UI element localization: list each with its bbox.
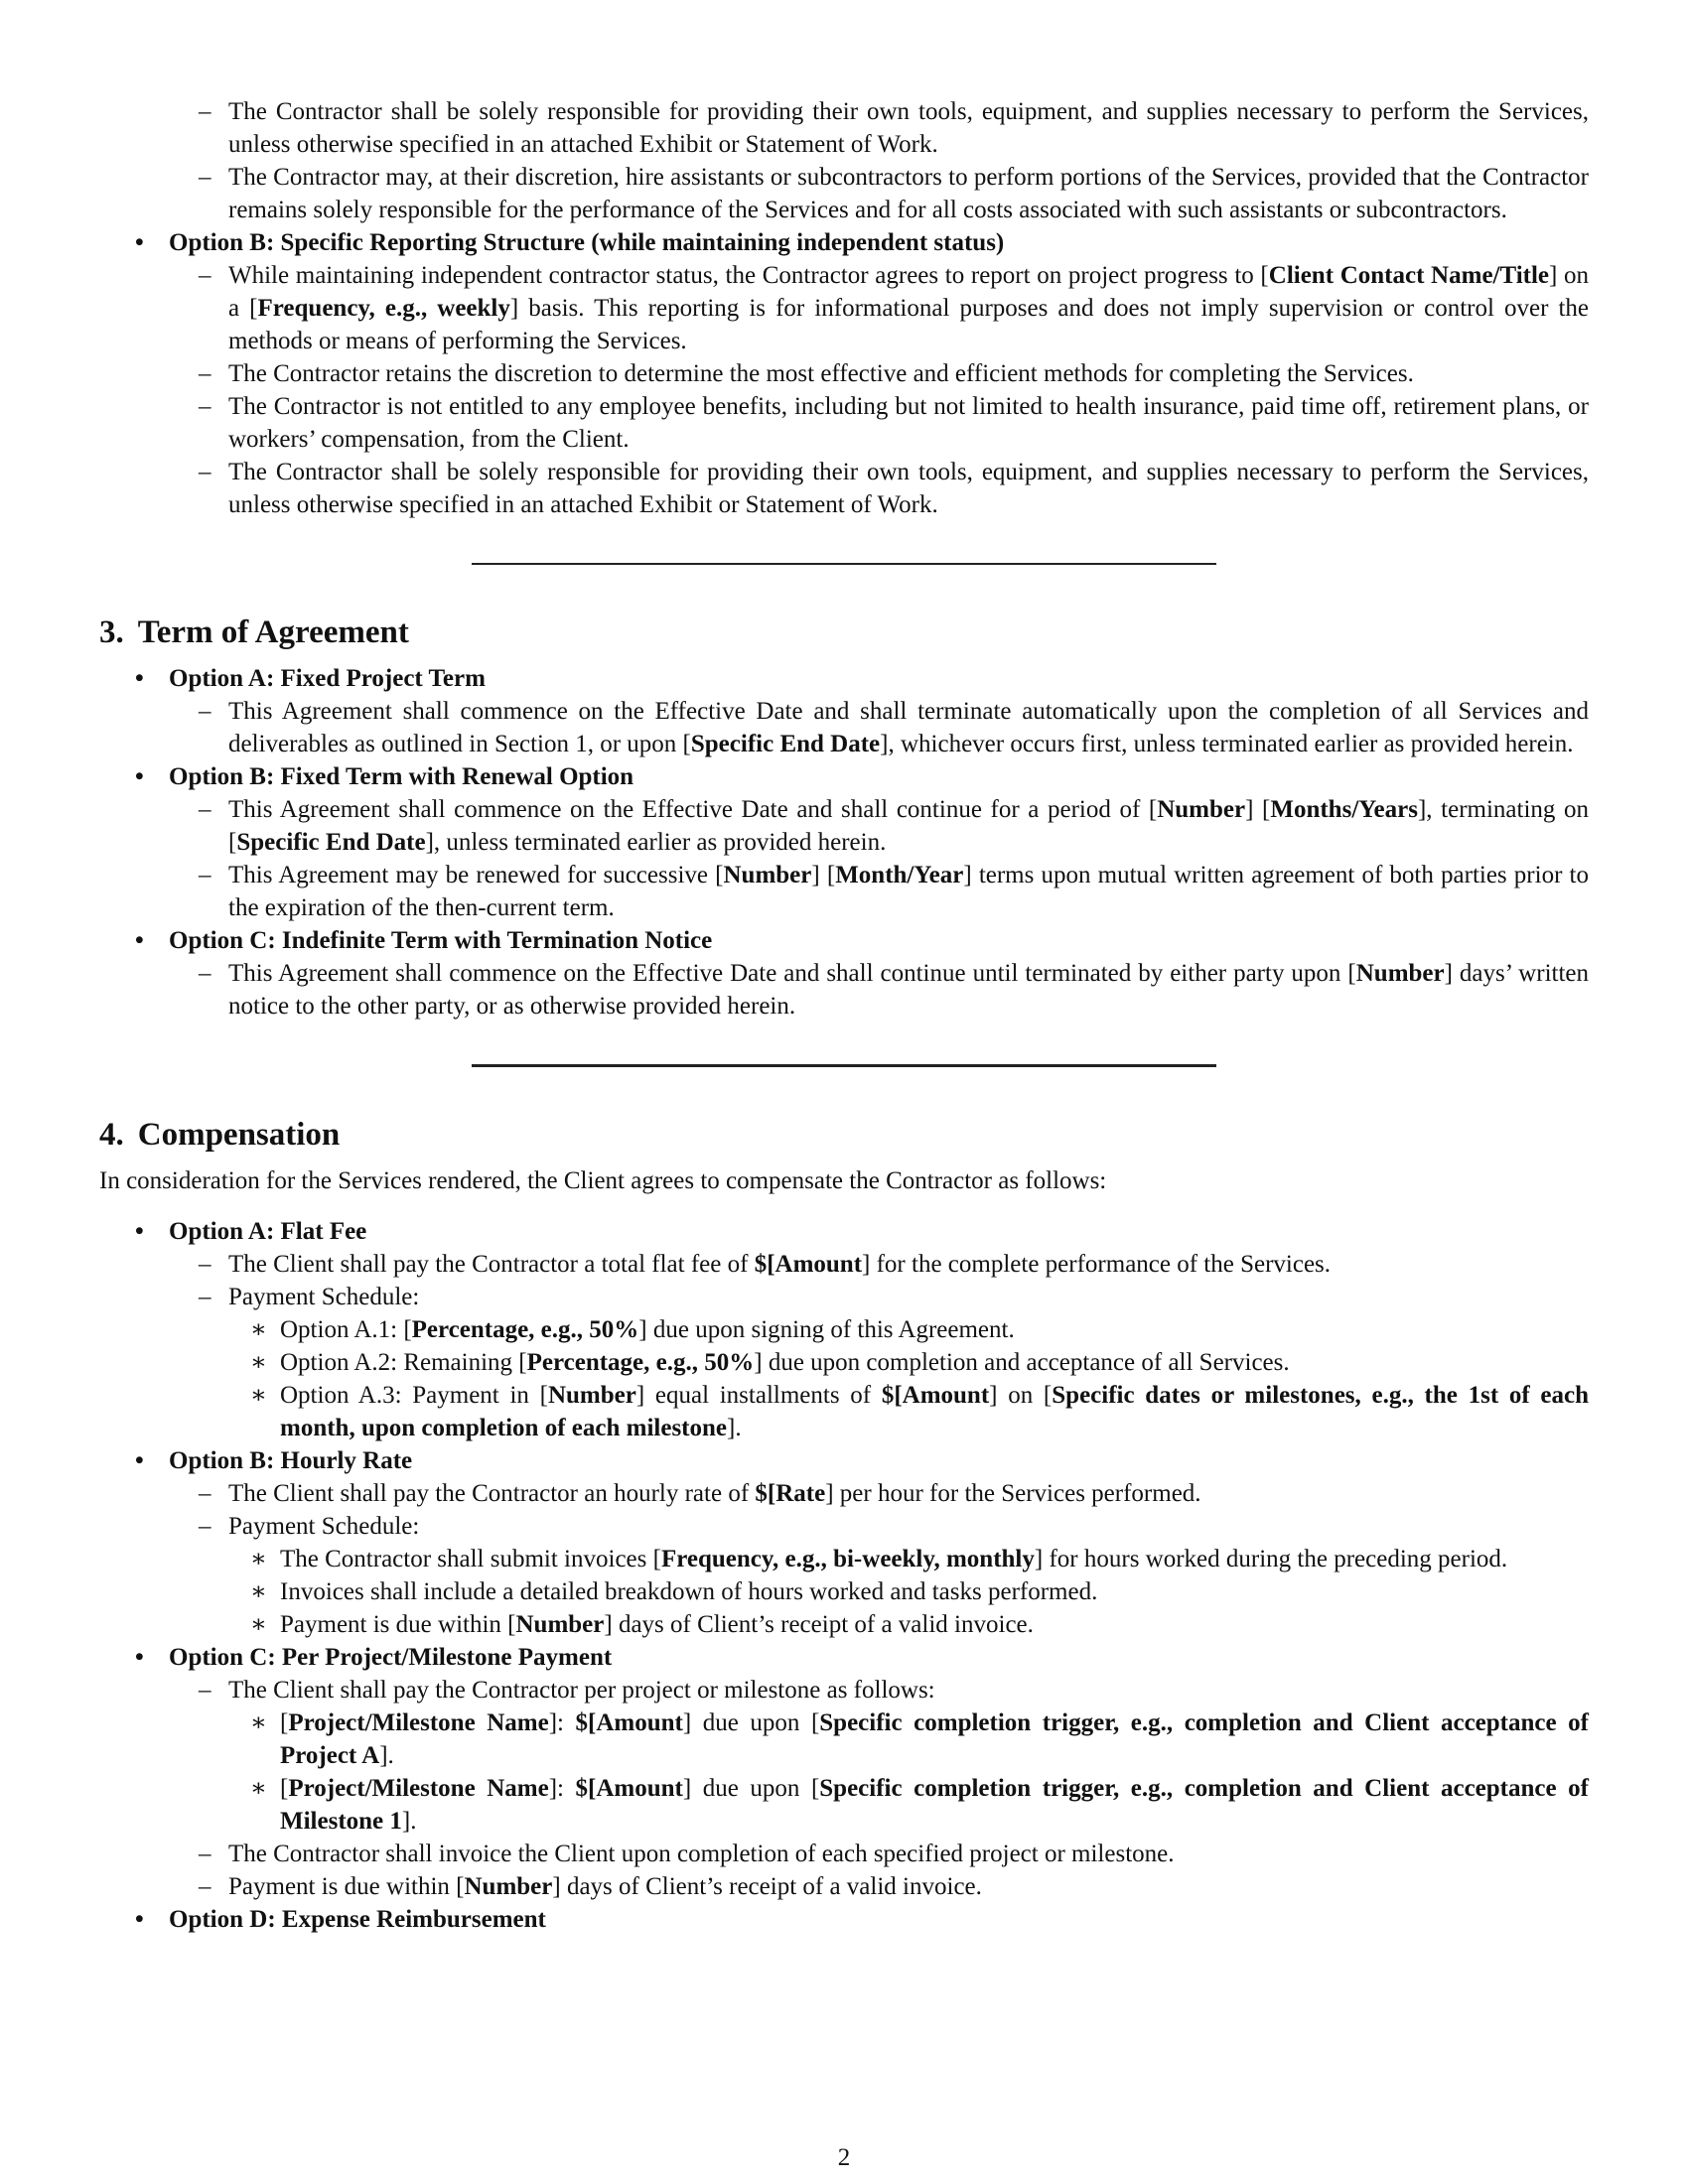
section-divider (472, 563, 1216, 565)
list-item: – The Client shall pay the Contractor per project or milestone as follows: (99, 1674, 1589, 1706)
list-item: – This Agreement may be renewed for successive [Number] [Month/Year] terms upon mutual written agreement of both parties prior to the expiration of the then-current term. (99, 859, 1589, 924)
list-item: – The Contractor may, at their discretion, hire assistants or subcontractors to perform portions of the Services, provided that the Contractor remains solely responsible for the performance of the Services and for all costs associated with such assistants or subcontractors. (99, 161, 1589, 226)
option-heading: • Option B: Hourly Rate (99, 1444, 1589, 1477)
option-heading: • Option D: Expense Reimbursement (99, 1903, 1589, 1936)
option-heading: • Option B: Fixed Term with Renewal Option (99, 760, 1589, 793)
list-item: – While maintaining independent contractor status, the Contractor agrees to report on project progress to [Client Contact Name/Title] on a [Frequency, e.g., weekly] basis. This reporting is for informational purposes and does not imply supervision or control over the methods or means of performing the Services. (99, 259, 1589, 357)
list-item: – Payment is due within [Number] days of Client’s receipt of a valid invoice. (99, 1870, 1589, 1903)
option-heading: • Option A: Flat Fee (99, 1215, 1589, 1248)
sub-list-item: ∗ Option A.2: Remaining [Percentage, e.g., 50%] due upon completion and acceptance of all Services. (99, 1346, 1589, 1379)
list-item: – This Agreement shall commence on the Effective Date and shall continue until terminated by either party upon [Number] days’ written notice to the other party, or as otherwise provided herein. (99, 957, 1589, 1023)
document-page (99, 95, 1589, 1936)
sub-list-item: ∗ Invoices shall include a detailed breakdown of hours worked and tasks performed. (99, 1575, 1589, 1608)
list-item: – This Agreement shall commence on the Effective Date and shall continue for a period of [Number] [Months/Years], terminating on [Specific End Date], unless terminated earlier as provided herein. (99, 793, 1589, 859)
sub-list-item: ∗ Option A.3: Payment in [Number] equal installments of $[Amount] on [Specific dates or milestones, e.g., the 1st of each month, upon completion of each milestone]. (99, 1379, 1589, 1444)
section-heading: 3. Term of Agreement (99, 614, 409, 650)
list-item: – The Contractor shall be solely responsible for providing their own tools, equipment, and supplies necessary to perform the Services, unless otherwise specified in an attached Exhibit or Statement of Work. (99, 456, 1589, 521)
list-item: – The Contractor shall be solely responsible for providing their own tools, equipment, and supplies necessary to perform the Services, unless otherwise specified in an attached Exhibit or Statement of Work. (99, 95, 1589, 161)
sub-list-item: ∗ Payment is due within [Number] days of Client’s receipt of a valid invoice. (99, 1608, 1589, 1641)
sub-list-item: ∗ Option A.1: [Percentage, e.g., 50%] due upon signing of this Agreement. (99, 1313, 1589, 1346)
section-intro: In consideration for the Services rendered, the Client agrees to compensate the Contractor as follows: (99, 1167, 1107, 1194)
list-item: – The Contractor is not entitled to any employee benefits, including but not limited to health insurance, paid time off, retirement plans, or workers’ compensation, from the Client. (99, 390, 1589, 456)
option-heading: • Option A: Fixed Project Term (99, 662, 1589, 695)
sub-list-item: ∗ The Contractor shall submit invoices [Frequency, e.g., bi-weekly, monthly] for hours worked during the preceding period. (99, 1543, 1589, 1575)
option-heading: • Option C: Indefinite Term with Termination Notice (99, 924, 1589, 957)
list-item: – The Client shall pay the Contractor a total flat fee of $[Amount] for the complete performance of the Services. (99, 1248, 1589, 1281)
list-item: – The Contractor retains the discretion to determine the most effective and efficient methods for completing the Services. (99, 357, 1589, 390)
option-heading: • Option C: Per Project/Milestone Payment (99, 1641, 1589, 1674)
list-item: – The Client shall pay the Contractor an hourly rate of $[Rate] per hour for the Services performed. (99, 1477, 1589, 1510)
sub-list-item: ∗ [Project/Milestone Name]: $[Amount] due upon [Specific completion trigger, e.g., completion and Client acceptance of Project A]. (99, 1706, 1589, 1772)
list-item: – Payment Schedule: (99, 1510, 1589, 1543)
sub-list-item: ∗ [Project/Milestone Name]: $[Amount] due upon [Specific completion trigger, e.g., completion and Client acceptance of Milestone 1]. (99, 1772, 1589, 1838)
section-divider (472, 1064, 1216, 1067)
list-item: – The Contractor shall invoice the Client upon completion of each specified project or milestone. (99, 1838, 1589, 1870)
page-number: 2 (837, 2144, 851, 2171)
list-item: – This Agreement shall commence on the Effective Date and shall terminate automatically upon the completion of all Services and deliverables as outlined in Section 1, or upon [Specific End Date], whichever occurs first, unless terminated earlier as provided herein. (99, 695, 1589, 760)
option-heading: • Option B: Specific Reporting Structure (while maintaining independent status) (99, 226, 1589, 259)
section-heading: 4. Compensation (99, 1117, 341, 1153)
list-item: – Payment Schedule: (99, 1281, 1589, 1313)
